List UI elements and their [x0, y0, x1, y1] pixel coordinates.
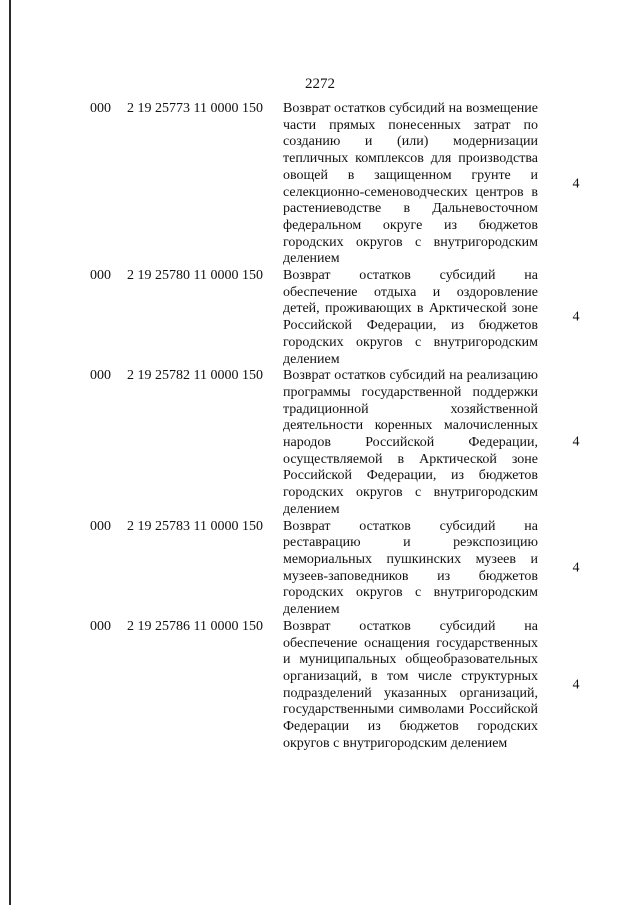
table-row — [0, 101, 640, 268]
budget-classification-code: 2 19 25782 11 0000 150 — [127, 368, 263, 384]
amount-value: 4 — [572, 435, 580, 451]
table-row — [0, 619, 640, 753]
income-description: Возврат остатков субсидий на обеспечение оснащения государственных и муниципальных общеобразовательных организаций, в том числе структурных подразделений указанных организаций, государственными символами Российской Федерации из бюджетов городских округов с внутригородским делением — [283, 618, 538, 751]
amount-value: 4 — [572, 176, 580, 192]
amount-value: 4 — [572, 677, 580, 693]
budget-classification-code: 2 19 25780 11 0000 150 — [127, 268, 263, 284]
income-description: Возврат остатков субсидий на возмещение части прямых понесенных затрат по созданию и (или) модернизации тепличных комплексов для производства овощей в защищенном грунте и селекционно-семеноводческих центров в растениеводстве в Дальневосточном федеральном округе из бюджетов городских округов с внутригородским делением — [283, 101, 538, 267]
income-description: Возврат остатков субсидий на реализацию программы государственной поддержки традиционной хозяйственной деятельности коренных малочисленных народов Российской Федерации, осуществляемой в Арктической зоне Российской Федерации, из бюджетов городских округов с внутригородским делением — [283, 368, 538, 517]
budget-codes-table — [0, 101, 640, 752]
budget-classification-code: 2 19 25783 11 0000 150 — [127, 518, 263, 534]
admin-code: 000 — [90, 101, 111, 116]
amount-value: 4 — [572, 560, 580, 576]
admin-code: 000 — [90, 368, 111, 384]
income-description: Возврат остатков субсидий на реставрацию и реэкспозицию мемориальных пушкинских музеев и музеев-заповедников из бюджетов городских округов с внутригородским делением — [283, 518, 538, 618]
page-number: 2272 — [305, 76, 335, 92]
admin-code: 000 — [90, 518, 111, 534]
admin-code: 000 — [90, 268, 111, 284]
amount-value: 4 — [572, 309, 580, 325]
table-row — [0, 368, 640, 518]
table-row — [0, 268, 640, 368]
budget-classification-code: 2 19 25786 11 0000 150 — [127, 618, 263, 634]
table-row — [0, 519, 640, 619]
budget-classification-code: 2 19 25773 11 0000 150 — [127, 101, 263, 116]
admin-code: 000 — [90, 618, 111, 634]
income-description: Возврат остатков субсидий на обеспечение отдыха и оздоровление детей, проживающих в Арктической зоне Российской Федерации, из бюджетов городских округов с внутригородским делением — [283, 268, 538, 367]
